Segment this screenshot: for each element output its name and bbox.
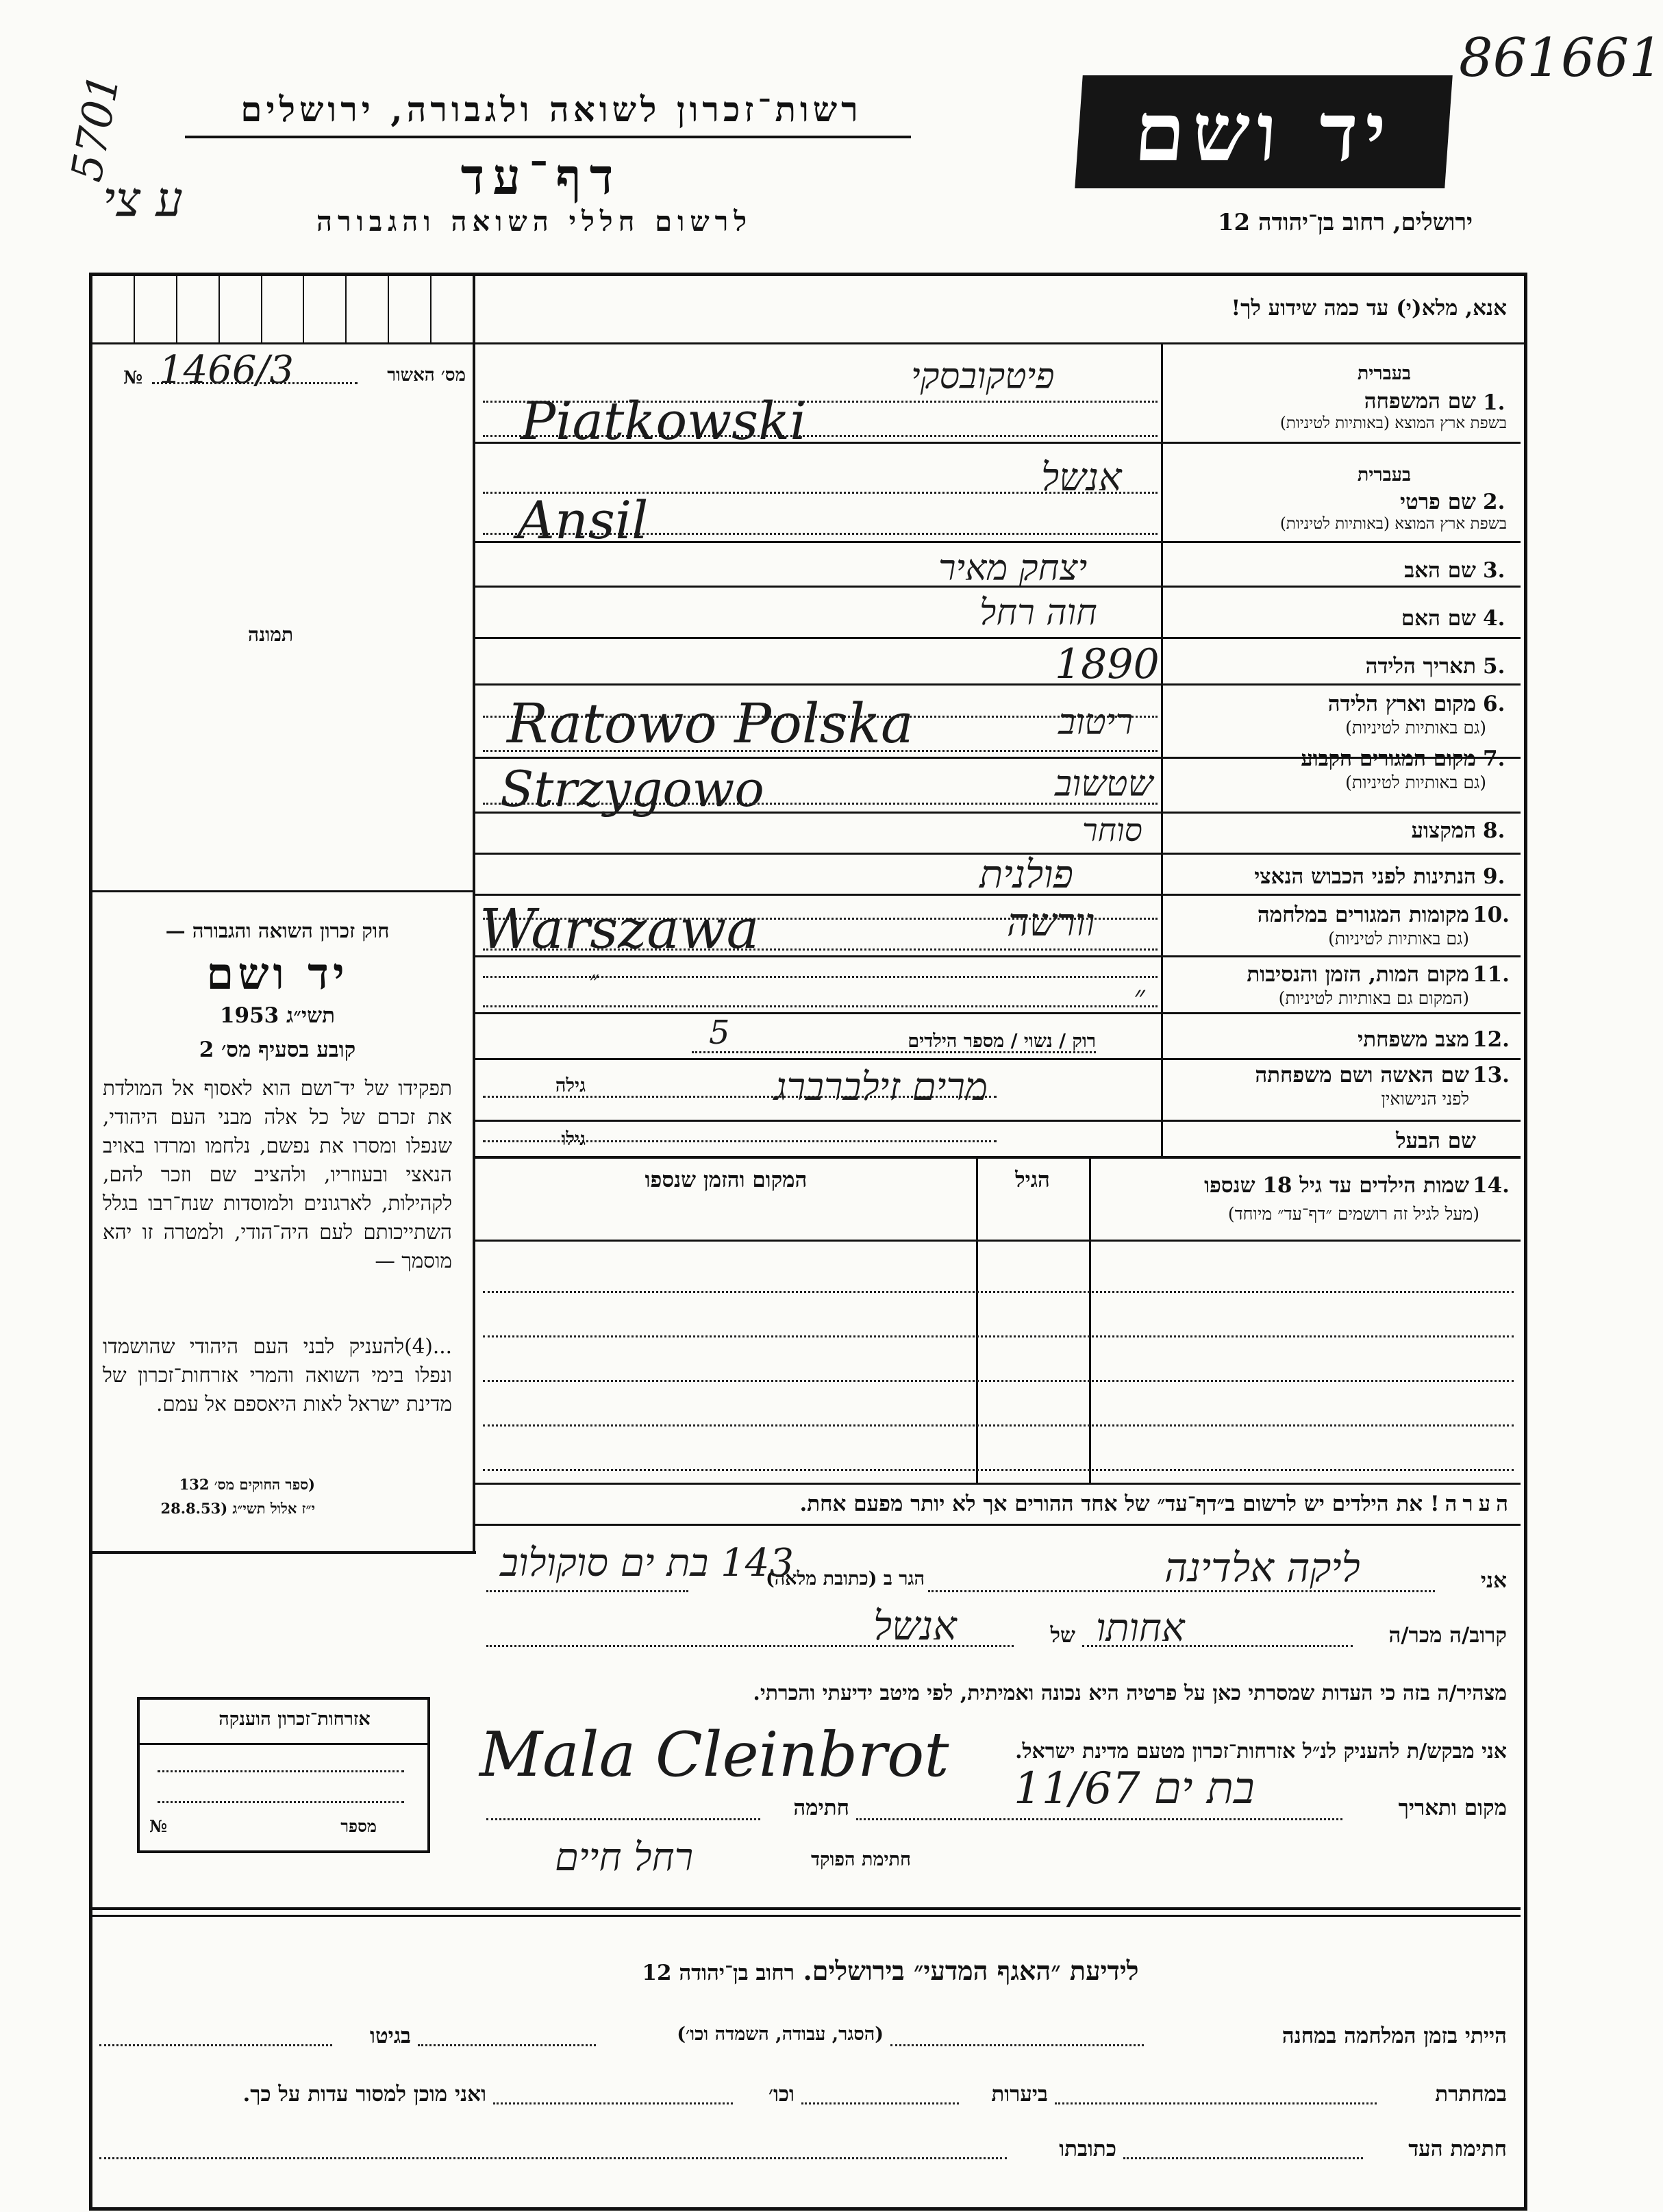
children-row-4[interactable]: [483, 1424, 1514, 1427]
footer-line1-field-a[interactable]: [890, 2044, 1144, 2046]
field-6-label: מקום וארץ הלידה: [1327, 692, 1476, 716]
sidebar-divider: [473, 273, 475, 1553]
citizenship-box-divider: [137, 1743, 427, 1745]
footer-line2-c: וכו׳: [768, 2082, 795, 2107]
field-9-number: 9.: [1483, 864, 1505, 889]
field-10-value-latin: Warszawa: [479, 897, 760, 961]
footer-title: לידיעת ״האגף המדעי״ בירושלים.: [803, 1955, 1139, 1986]
declaration-of-label: של: [1050, 1623, 1075, 1648]
check-cells: [92, 276, 473, 342]
field-8-value: סוחר: [1082, 812, 1142, 849]
citizenship-no-symbol: №: [149, 1816, 168, 1836]
footer-line3-a: חתימת העד: [1408, 2137, 1507, 2161]
signature-field[interactable]: [486, 1818, 760, 1820]
field-13-age-label: גילה: [555, 1075, 586, 1096]
field-1-hebrew-tag: בעברית: [1357, 363, 1411, 384]
field-11-number: 11.: [1473, 962, 1510, 987]
instruction-text: אנא, מלא(י) עד כמה שידוע לך!: [1231, 296, 1507, 321]
citizenship-no-label: מספר: [340, 1816, 377, 1836]
field-10-number: 10.: [1473, 903, 1510, 927]
photo-label: תמונה: [247, 623, 294, 646]
field-7-value-hebrew: שטשוב: [1055, 764, 1153, 805]
field-1-value-hebrew: פיטקובסקי: [911, 356, 1055, 397]
label-column-divider: [1161, 344, 1163, 1156]
margin-note-top-left-2: ע צי: [103, 171, 183, 227]
field-7-sub: (גם באותיות לטיניות): [1345, 772, 1486, 792]
place-date-field[interactable]: [856, 1818, 1342, 1820]
law-year-number: 1953: [219, 1003, 279, 1028]
declaration-address-field[interactable]: [486, 1590, 688, 1592]
citizenship-line-1[interactable]: [158, 1770, 404, 1772]
husband-age-label: גילו: [561, 1129, 586, 1150]
margin-note-top-left: 5701: [61, 70, 129, 186]
declaration-name-value: ליקה אלדינה: [1164, 1544, 1360, 1591]
field-1-value-latin: Piatkowski: [521, 390, 807, 451]
field-11-value-hebrew: ״: [1134, 979, 1145, 1014]
field-8-number: 8.: [1483, 818, 1505, 843]
field-2-number: 2.: [1483, 490, 1505, 514]
law-year: [103, 1003, 452, 1028]
declaration-residing-label: הגר ב (כתובת מלאה): [765, 1568, 925, 1589]
row-sep-4: [475, 637, 1521, 639]
field-8-label: המקצוע: [1411, 818, 1476, 843]
field-2-hebrew-tag: בעברית: [1357, 464, 1411, 486]
law-logo: יד ושם: [206, 948, 349, 1000]
officer-label: חתימת הפוקד: [811, 1849, 911, 1870]
children-col-2: [976, 1159, 978, 1483]
field-2-value-hebrew: אנשל: [1041, 455, 1122, 500]
footer-line1-field-b[interactable]: [418, 2044, 596, 2046]
footer-address: רחוב בן־יהודה 12: [642, 1961, 795, 1985]
footer-line2-field-c[interactable]: [493, 2102, 733, 2104]
field-10-sub: (גם באותיות לטיניות): [1328, 929, 1469, 948]
declaration-address-value: 143 בת ים סוקולוב: [500, 1541, 795, 1585]
children-row-1[interactable]: [483, 1291, 1514, 1293]
declaration-of-value: אנשל: [873, 1603, 957, 1649]
field-11-label: מקום המות, הזמן והנסיבות: [1247, 962, 1469, 987]
field-2-sub: בשפת ארץ המוצא (באותיות לטיניות): [1279, 515, 1507, 533]
children-row-2[interactable]: [483, 1335, 1514, 1337]
field-9-value: פולנית: [979, 853, 1073, 897]
field-6-value-latin: Ratowo Polska: [507, 692, 914, 755]
declaration-i-label: אני: [1480, 1568, 1507, 1593]
footer-line1-b: (הסגר, עבודה, השמדה וכו׳): [677, 2024, 884, 2045]
field-13-label: שם האשה ושם משפחתה: [1255, 1063, 1469, 1088]
yad-vashem-logo: יד ושם: [1075, 75, 1453, 188]
citizenship-line-2[interactable]: [158, 1801, 404, 1803]
field-4-number: 4.: [1483, 606, 1505, 631]
footer-rule-2: [92, 1915, 1521, 1917]
children-col-1: [1089, 1159, 1091, 1483]
law-clause: קובע בסעיף מס׳ 2: [199, 1038, 356, 1062]
field-12-children-count: 5: [709, 1014, 730, 1052]
footer-heading: [411, 1955, 1370, 1987]
field-1-sub: בשפת ארץ המוצא (באותיות לטיניות): [1279, 414, 1507, 432]
place-date-label: מקום ותאריך: [1398, 1796, 1507, 1820]
field-13-sub: לפני הנישואין: [1381, 1089, 1469, 1109]
write-line-12[interactable]: [692, 1051, 1096, 1053]
authority-name: רשות־זכרון לשואה ולגבורה, ירושלים: [240, 89, 862, 129]
declaration-relation-value: אחותו: [1096, 1606, 1185, 1650]
law-reference-2: י״ז אלול תשי״ג (28.8.53: [160, 1500, 315, 1517]
field-6-sub: (גם באותיות לטיניות): [1345, 718, 1486, 738]
row-sep-14: [475, 1156, 1521, 1159]
footer-rule-1: [92, 1907, 1521, 1910]
footer-line2-d: ואני מוכן למסור עדות על כך.: [242, 2082, 486, 2107]
footer-line1-a: הייתי בזמן המלחמה במחנה: [1281, 2024, 1507, 2048]
field-4-label: שם האם: [1401, 606, 1476, 631]
husband-label: שם הבעל: [1396, 1129, 1476, 1153]
field-5-label: תאריך הלידה: [1365, 654, 1476, 679]
field-11-sub: (המקום גם באותיות לטיניות): [1278, 988, 1469, 1008]
row-sep-13: [475, 1120, 1521, 1122]
signature-label: חתימה: [793, 1796, 849, 1820]
note-title: הערה!: [1429, 1492, 1514, 1516]
field-5-value: 1890: [1055, 640, 1160, 688]
law-clause-4: ...(4)להעניק לבני העם היהודי שהושמדו ונפלו בימי השואה והמרי אזרחות־זכרון של מדינת ישראל לאות היאספם אל עמם.: [103, 1335, 452, 1416]
children-row-3[interactable]: [483, 1380, 1514, 1382]
row-sep-5: [475, 683, 1521, 686]
citizenship-box-title: אזרחות־זכרון הוענקה: [218, 1709, 371, 1730]
field-9-label: הנתינות לפני הכבוש הנאצי: [1254, 864, 1476, 889]
note-line: [486, 1492, 1514, 1516]
footer-line1-c: בגיטו: [370, 2024, 411, 2048]
declaration-statement: מצהיר/ה בזה כי העדות שמסרתי כאן על פרטיה היא נכונה ואמיתית, לפי מיטב ידיעתי והכרתי.: [753, 1681, 1507, 1705]
footer-line1-field-c[interactable]: [99, 2044, 332, 2046]
field-7-value-latin: Strzygowo: [500, 760, 764, 818]
children-header-bottom: [475, 1240, 1521, 1242]
field-12-status-options[interactable]: רוק / נשוי / מספר הילדים: [908, 1031, 1096, 1052]
officer-value: רחל חיים: [555, 1835, 694, 1880]
approval-label: מס׳ האשור: [387, 365, 466, 386]
field-1-number: 1.: [1483, 390, 1505, 415]
field-7-label: מקום המגורים הקבוע: [1301, 746, 1476, 771]
approval-no-symbol: №: [123, 368, 143, 388]
law-text: תפקידו של יד־ושם הוא לאסוף אל המולדת את זכרם של כל אלה מבני העם היהודי, שנפלו ומסרו את נפשם, נלחמו ומרדו באויב הנאצי ובעוזריו, ולהציב שם וזכר להם, לקהילות, לארגונים ולמוסדות שנח־רבו בגלל השתייכותם לעם היה־הודי, ולמטרה זו יהא מוסמך —: [103, 1077, 453, 1272]
field-10-label: מקומות המגורים במלחמה: [1257, 903, 1469, 927]
field-7-number: 7.: [1483, 746, 1505, 771]
footer-line2-field-b[interactable]: [801, 2102, 959, 2104]
field-13-value: מרים זילברברג: [774, 1065, 988, 1109]
law-year-hebrew: תשי״ג: [286, 1003, 336, 1028]
children-number: 14.: [1473, 1173, 1510, 1198]
field-5-number: 5.: [1483, 654, 1505, 679]
footer-line3-b: כתובתו: [1059, 2137, 1116, 2161]
law-title: חוק זכרון השואה והגבורה —: [165, 919, 390, 942]
law-block-top: [92, 890, 473, 892]
field-12-number: 12.: [1473, 1027, 1510, 1052]
header-address: ירושלים, רחוב בן־יהודה 12: [1217, 209, 1473, 236]
footer-line2-a: במחתרת: [1435, 2082, 1507, 2107]
field-10-value-hebrew: וורשה: [1007, 901, 1095, 945]
row-sep-11: [475, 1012, 1521, 1014]
children-col-place: המקום והזמן שנספו: [645, 1168, 808, 1192]
approval-number: 1466/3: [159, 348, 295, 392]
field-3-label: שם האב: [1404, 558, 1476, 583]
write-line-11b[interactable]: [483, 1005, 1158, 1007]
footer-line2-b: ביערות: [991, 2082, 1048, 2107]
field-12-label: מצב משפחתי: [1358, 1027, 1469, 1052]
declaration-request: אני מבקש/ת להעניק לנ״ל אזרחות־זכרון מטעם מדינת ישראל.: [1015, 1739, 1507, 1763]
form-subtitle: לרשום חללי השואה והגבורה: [316, 205, 753, 238]
field-6-number: 6.: [1483, 692, 1505, 716]
declaration-signature-value: Mala Cleinbrot: [479, 1719, 949, 1791]
field-6-value-hebrew: ריטוב: [1058, 702, 1133, 743]
place-date-value: בת ים 11/67: [1014, 1763, 1255, 1814]
field-1-label: שם המשפחה: [1364, 389, 1476, 414]
children-label: שמות הילדים עד גיל 18 שנספו: [1204, 1173, 1469, 1198]
authority-underline: [185, 136, 911, 138]
form-title: דף־עד: [460, 147, 622, 205]
children-col-age: הגיל: [1015, 1168, 1050, 1192]
sidebar-bottom: [92, 1551, 476, 1554]
row-sep-12: [475, 1058, 1521, 1060]
children-table-bottom: [475, 1483, 1521, 1485]
footer-line3-field-a[interactable]: [1123, 2157, 1363, 2159]
write-line-11a[interactable]: [483, 976, 1158, 978]
field-2-value-latin: Ansil: [517, 490, 649, 551]
note-bottom: [475, 1524, 1521, 1526]
field-3-value: יצחק מאיר: [938, 548, 1088, 589]
footer-line2-field-a[interactable]: [1055, 2102, 1377, 2104]
declaration-relative-label: קרוב/ה מכר/ה: [1388, 1623, 1507, 1648]
law-reference: (ספר החוקים מס׳ 132: [179, 1476, 315, 1493]
children-row-5[interactable]: [483, 1469, 1514, 1471]
footer-line3-field-b[interactable]: [99, 2157, 1007, 2159]
field-11-value-latin: ״: [589, 966, 599, 994]
field-13-number: 13.: [1473, 1063, 1510, 1088]
field-3-number: 3.: [1483, 558, 1505, 583]
field-2-label: שם פרטי: [1399, 490, 1476, 514]
top-strip-bottom: [89, 342, 1524, 344]
note-text: את הילדים יש לרשום ב״דף־עד״ של אחד ההורים אך לא יותר מפעם אחת.: [799, 1492, 1423, 1516]
children-sub: (מעל לגיל זה רושמים ״דף־עד״ מיוחד): [1227, 1204, 1479, 1224]
field-4-value: חוה רחל: [979, 592, 1097, 633]
margin-note-top-right: 861661: [1459, 27, 1663, 89]
